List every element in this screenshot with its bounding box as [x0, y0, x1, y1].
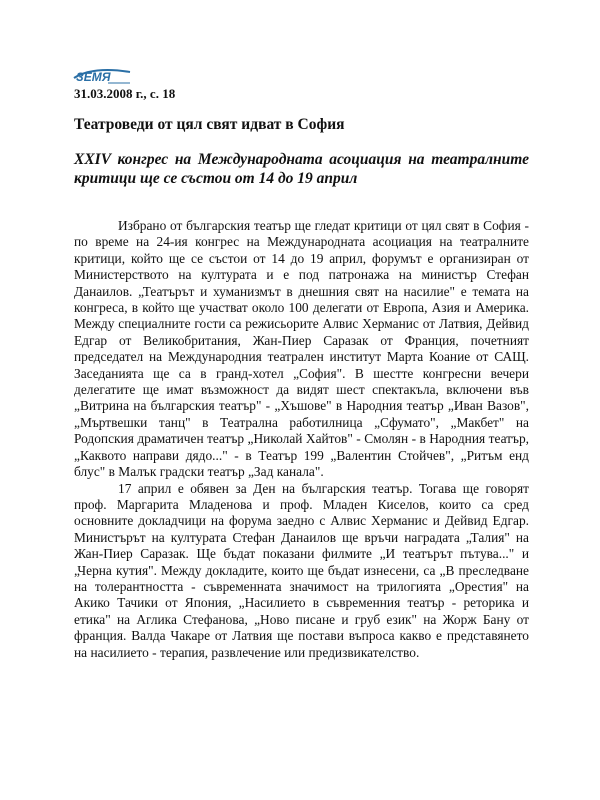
- article-body: [74, 218, 529, 661]
- article-paragraph: 17 април е обявен за Ден на българския театър. Тогава ще говорят проф. Маргарита Младенова и проф. Младен Киселов, които са сред основните докладчици на форума заедно с Алвис Херманис и Дейвид Едгар. Министърът на културата Стефан Данаилов ще връчи наградата „Талия" на Жан-Пиер Саразак. Ще бъдат показани филмите „И театърът пътува..." и „Черна кутия". Между докладите, които ще бъдат изнесени, са „В преследване на толерантността - съвременната значимост на трилогията „Орестия" на Акико Тачики от Япония, „Насилието в съвременния театър - реторика и етика" на Аглика Стефанова, „Ново писане и груб език" на Жорж Бану от франция. Валда Чакаре от Латвия ще постави въпроса какво е представянето на насилието - терапия, развлечение или предизвикателство.: [74, 480, 529, 660]
- logo-text: ЗЕМЯ: [76, 70, 111, 84]
- article-headline: Театроведи от цял свят идват в София: [74, 116, 345, 133]
- source-date-page: 31.03.2008 г., с. 18: [74, 86, 176, 101]
- article-paragraph: Избрано от българския театър ще гледат критици от цял свят в София - по време на 24-ия конгрес на Международната асоциация на театралните критици, който ще се състои от 14 до 19 април, форумът е организиран от Министерството на културата и е под патронажа на министър Стефан Данаилов. „Театърът и хуманизмът в днешния свят на насилие" е темата на конгреса, в който ще участват около 100 делегати от Европа, Азия и Америка. Между специалните гости са режисьорите Алвис Херманис от Латвия, Дейвид Едгар от Великобритания, Жан-Пиер Саразак от Франция, почетният председател на Международния театрален институт Марта Коание от САЩ. Заседанията ще са в гранд-хотел „София". В шестте конгресни вечери делегатите ще имат възможност да видят шест спектакъла, включени във „Витрина на българския театър" - „Хъшове" в Народния театър „Иван Вазов", „Мъртвешки танц" в Театрална работилница „Сфумато", „Макбет" на Родопския драматичен театър „Николай Хайтов" - Смолян - в Народния театър, „Каквото направи дядо..." - в Театър 199 „Валентин Стойчев", „Ритъм енд блус" в Малък градски театър „Зад канала".: [74, 218, 529, 480]
- newspaper-logo: [72, 64, 132, 86]
- zemya-logo-icon: [72, 64, 132, 86]
- article-subheadline: XXIV конгрес на Международната асоциация на театралните критици ще се състои от 14 до 19 април: [74, 151, 529, 187]
